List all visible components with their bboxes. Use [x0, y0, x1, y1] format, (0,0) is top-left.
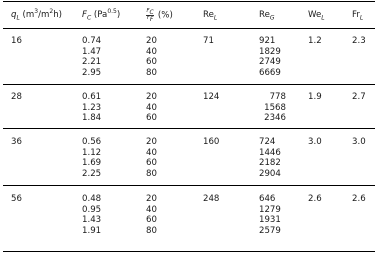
cell-flooding-ratio: 20 40 60 [146, 92, 157, 124]
cell-flooding-ratio: 20 40 60 80 [146, 36, 157, 78]
header-flooding-ratio: $\frac{F_C}{F_F}$ (%) [146, 8, 173, 23]
header-liquid-reynolds: $Re_L$ [203, 10, 218, 22]
cell-liquid-reynolds: 71 [203, 36, 214, 46]
header-gas-reynolds: $Re_G$ [259, 10, 275, 22]
cell-f-factor: 0.48 0.95 1.43 1.91 [82, 194, 102, 236]
cell-froude: 2.6 [352, 194, 366, 204]
cell-f-factor: 0.56 1.12 1.69 2.25 [82, 137, 102, 179]
header-f-factor: $F_C$ $(Pa^{0.5})$ [82, 8, 121, 22]
header-liquid-flow: $q_L$ $(m^3/m^2h)$ [11, 8, 63, 22]
cell-liquid-flow: 28 [11, 92, 22, 102]
cell-f-factor: 0.61 1.23 1.84 [82, 92, 102, 124]
cell-gas-reynolds: 921 1829 2749 6669 [259, 36, 281, 78]
cell-froude: 3.0 [352, 137, 366, 147]
cell-weber: 1.2 [308, 36, 322, 46]
cell-liquid-reynolds: 248 [203, 194, 220, 204]
cell-weber: 1.9 [308, 92, 322, 102]
cell-froude: 2.3 [352, 36, 366, 46]
group-separator [3, 128, 375, 129]
cell-weber: 2.6 [308, 194, 322, 204]
cell-gas-reynolds: 724 1446 2182 2904 [259, 137, 281, 179]
cell-flooding-ratio: 20 40 60 80 [146, 137, 157, 179]
group-separator [3, 185, 375, 186]
table-top-rule [3, 1, 375, 2]
cell-f-factor: 0.74 1.47 2.21 2.95 [82, 36, 102, 78]
table-bottom-rule [3, 251, 375, 252]
header-weber: $We_L$ [308, 10, 325, 22]
cell-liquid-reynolds: 160 [203, 137, 220, 147]
cell-flooding-ratio: 20 40 60 80 [146, 194, 157, 236]
header-bottom-rule [3, 28, 375, 29]
cell-liquid-flow: 36 [11, 137, 22, 147]
cell-liquid-reynolds: 124 [203, 92, 220, 102]
header-froude: $Fr_L$ [352, 10, 364, 22]
cell-liquid-flow: 56 [11, 194, 22, 204]
cell-liquid-flow: 16 [11, 36, 22, 46]
cell-gas-reynolds: 646 1279 1931 2579 [259, 194, 281, 236]
cell-froude: 2.7 [352, 92, 366, 102]
group-separator [3, 84, 375, 85]
cell-gas-reynolds: 778 1568 2346 [264, 92, 286, 124]
cell-weber: 3.0 [308, 137, 322, 147]
